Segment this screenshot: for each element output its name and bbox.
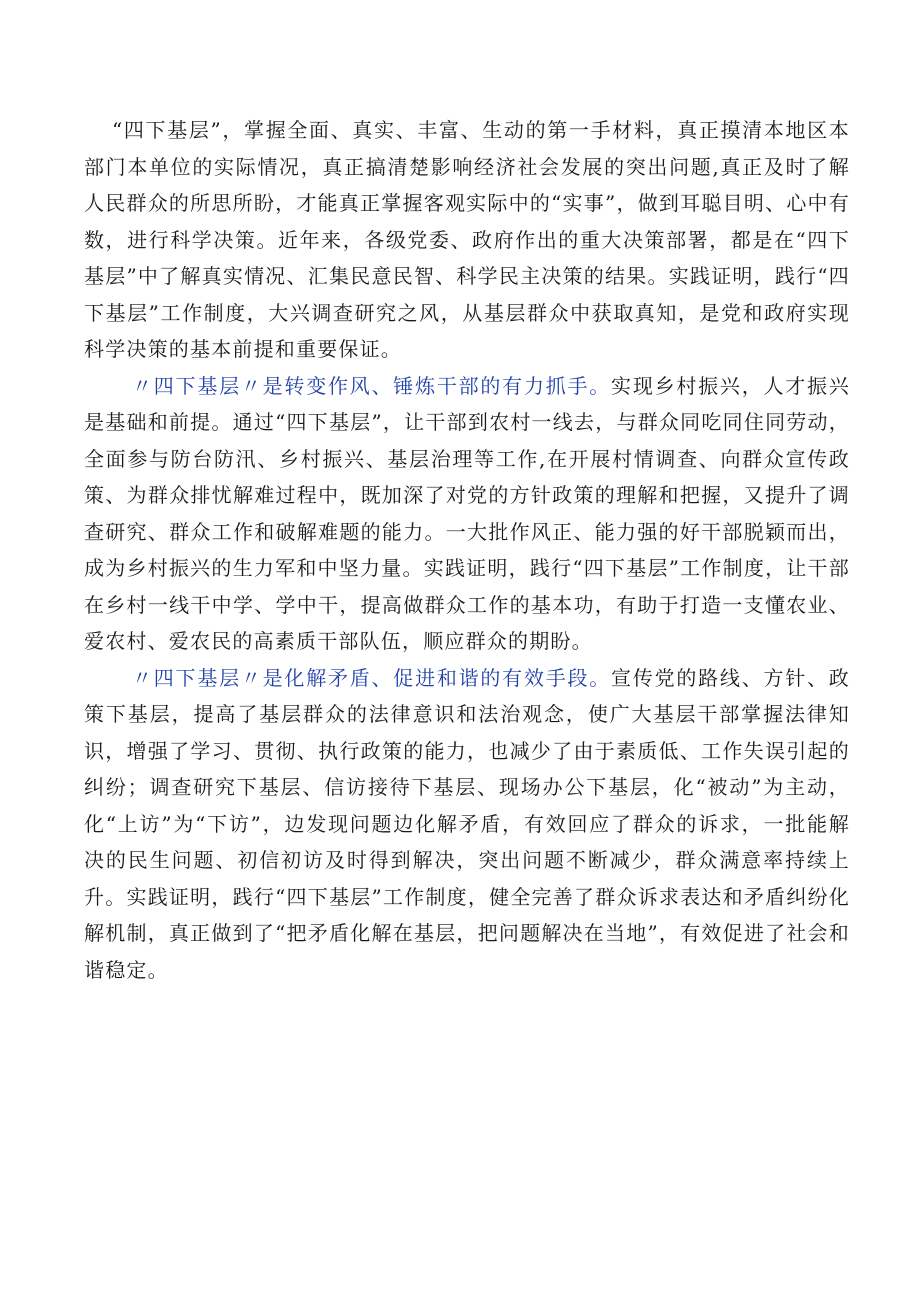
paragraph-3 xyxy=(84,660,850,989)
paragraph-1 xyxy=(84,112,850,368)
paragraph-3-text: 宣传党的路线、方针、政策下基层，提高了基层群众的法律意识和法治观念，使广大基层干部掌握法律知识，增强了学习、贯彻、执行政策的能力，也减少了由于素质低、工作失误引起的纠纷；调查研究下基层、信访接待下基层、现场办公下基层，化“被动”为主动，化“上访”为“下访”，边发现问题边化解矛盾，有效回应了群众的诉求，一批能解决的民生问题、初信初访及时得到解决，突出问题不断减少，群众满意率持续上升。实践证明，践行“四下基层”工作制度，健全完善了群众诉求表达和矛盾纠纷化解机制，真正做到了“把矛盾化解在基层，把问题解决在当地”，有效促进了社会和谐稳定。 xyxy=(84,665,850,982)
paragraph-3-heading: 〃四下基层〃是化解矛盾、促进和谐的有效手段。 xyxy=(132,665,612,690)
paragraph-2 xyxy=(84,368,850,660)
paragraph-2-text: 实现乡村振兴，人才振兴是基础和前提。通过“四下基层”，让干部到农村一线去，与群众同吃同住同劳动，全面参与防台防汛、乡村振兴、基层治理等工作,在开展村情调查、向群众宣传政策、为群众排忧解难过程中，既加深了对党的方针政策的理解和把握，又提升了调查研究、群众工作和破解难题的能力。一大批作风正、能力强的好干部脱颖而出，成为乡村振兴的生力军和中坚力量。实践证明，践行“四下基层”工作制度，让干部在乡村一线干中学、学中干，提高做群众工作的基本功，有助于打造一支懂农业、爱农村、爱农民的高素质干部队伍，顺应群众的期盼。 xyxy=(84,373,850,653)
paragraph-1-text: “四下基层”，掌握全面、真实、丰富、生动的第一手材料，真正摸清本地区本部门本单位的实际情况，真正搞清楚影响经济社会发展的突出问题,真正及时了解人民群众的所思所盼，才能真正掌握客观实际中的“实事”，做到耳聪目明、心中有数，进行科学决策。近年来，各级党委、政府作出的重大决策部署，都是在“四下基层”中了解真实情况、汇集民意民智、科学民主决策的结果。实践证明，践行“四下基层”工作制度，大兴调查研究之风，从基层群众中获取真知，是党和政府实现科学决策的基本前提和重要保证。 xyxy=(84,118,850,361)
paragraph-2-heading: 〃四下基层〃是转变作风、锤炼干部的有力抓手。 xyxy=(132,373,612,398)
document-page xyxy=(84,112,850,988)
